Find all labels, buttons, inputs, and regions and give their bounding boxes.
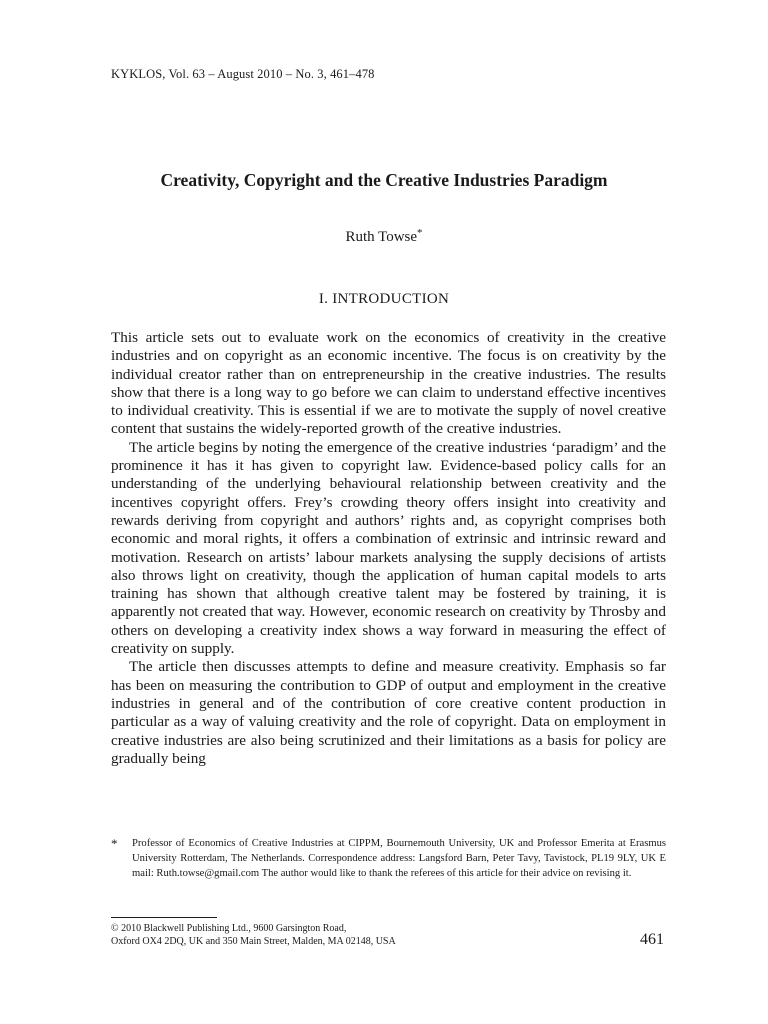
author-line [0, 227, 768, 246]
footnote-text: Professor of Economics of Creative Industries at CIPPM, Bournemouth University, UK and Professor Emerita at Erasmus University Rotterdam, The Netherlands. Correspondence address: Langsford Barn, Peter Tavy, Tavistock, PL19 9LY, UK E mail: Ruth.towse@gmail.com The author would like to thank the referees of this article for their advice on revising it. [132, 838, 666, 880]
article-body [111, 329, 666, 768]
paragraph: This article sets out to evaluate work on the economics of creativity in the creative industries and on copyright as an economic incentive. The focus is on creativity by the individual creator rather than on entrepreneurship in the creative industries. The results show that there is a long way to go before we can claim to understand effective incentives to individual creativity. This is essential if we are to motivate the supply of novel creative content that sustains the widely-reported growth of the creative industries. [111, 329, 666, 438]
footnote-mark: * [111, 836, 118, 851]
footer-rule [111, 917, 217, 918]
copyright-notice [111, 922, 531, 948]
copyright-line: Oxford OX4 2DQ, UK and 350 Main Street, Malden, MA 02148, USA [111, 936, 396, 947]
copyright-line: © 2010 Blackwell Publishing Ltd., 9600 Garsington Road, [111, 923, 347, 934]
section-heading: I. INTRODUCTION [318, 291, 450, 307]
paragraph: The article begins by noting the emergence of the creative industries ‘paradigm’ and the prominence it has it has given to copyright law. Evidence-based policy calls for an understanding of the underlying behavioural relationship between creativity and the incentives copyright offers. Frey’s crowding theory offers insight into creativity and rewards deriving from copyright and authors’ rights and, as copyright comprises both economic and moral rights, it offers a combination of extrinsic and intrinsic reward and motivation. Research on artists’ labour markets analysing the supply decisions of artists also throws light on creativity, though the application of human capital models to arts training has shown that although creative talent may be fostered by training, it is apparently not created that way. However, economic research on creativity by Throsby and others on developing a creativity index shows a way forward in measuring the effect of creativity on supply. [111, 438, 666, 658]
journal-reference: KYKLOS, Vol. 63 – August 2010 – No. 3, 461–478 [111, 67, 375, 81]
article-title: Creativity, Copyright and the Creative Industries Paradigm [160, 170, 608, 190]
paragraph: The article then discusses attempts to define and measure creativity. Emphasis so far has been on measuring the contribution to GDP of output and employment in the creative industries in general and of the contribution of core creative content production in particular as a way of valuing creativity and the role of copyright. Data on employment in creative industries are also being scrutinized and their limitations as a basis for policy are gradually being [111, 658, 666, 767]
footnote [111, 836, 666, 882]
author-name: Ruth Towse [345, 229, 418, 245]
author-footnote-mark: * [417, 227, 423, 239]
page-number: 461 [640, 931, 664, 948]
